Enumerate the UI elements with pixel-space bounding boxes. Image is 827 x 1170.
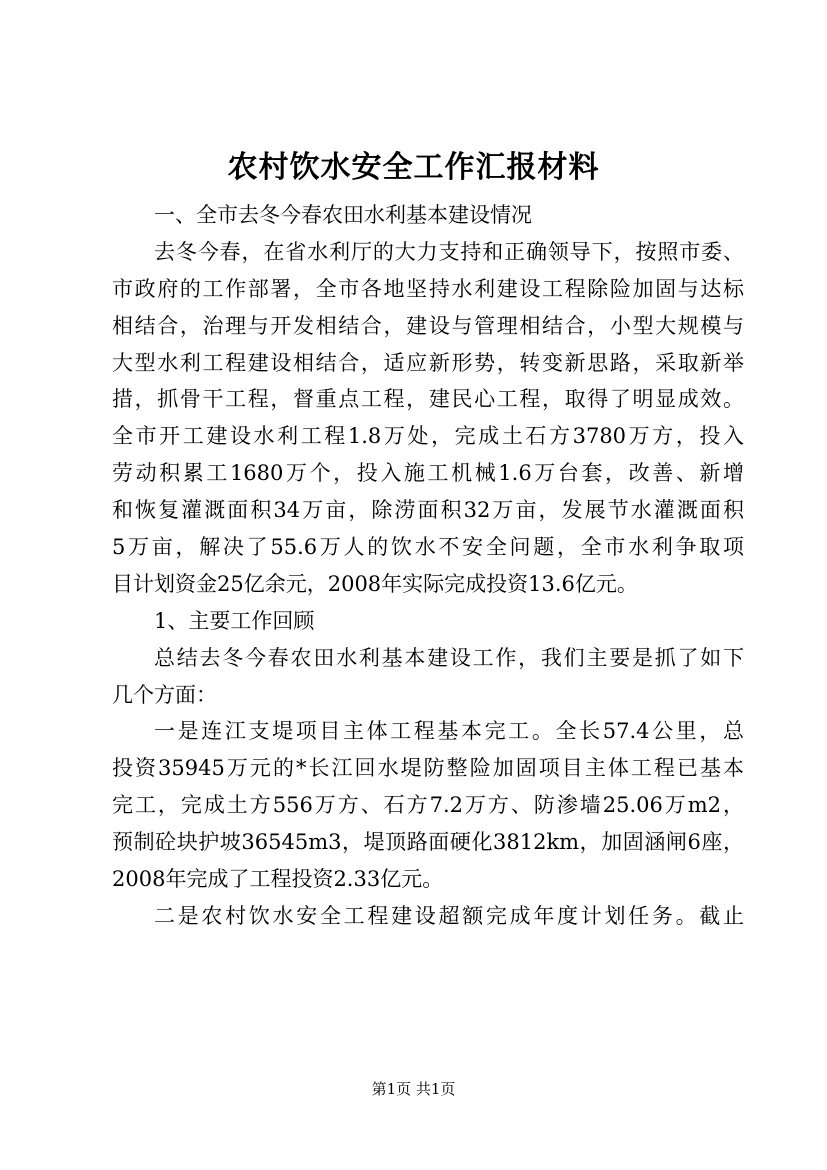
paragraph-line: 去冬今春，在省水利厅的大力支持和正确领导下，按照市委、 (154, 239, 744, 264)
document-title: 农村饮水安全工作汇报材料 (227, 150, 600, 185)
paragraph-line: 全市开工建设水利工程1.8万处，完成土石方3780万方，投入 (112, 424, 744, 449)
section-heading: 一、全市去冬今春农田水利基本建设情况 (154, 203, 532, 227)
page-footer: 第1页 共1页 (371, 1080, 456, 1098)
paragraph-line: 二是农村饮水安全工程建设超额完成年度计划任务。截止 (154, 903, 744, 928)
subsection-heading: 1、主要工作回顾 (154, 608, 315, 633)
paragraph-line: 预制砼块护坡36545m3，堤顶路面硬化3812km，加固涵闸6座， (112, 830, 744, 855)
paragraph-line: 措，抓骨干工程，督重点工程，建民心工程，取得了明显成效。 (112, 387, 744, 412)
paragraph-line: 市政府的工作部署，全市各地坚持水利建设工程除险加固与达标 (112, 276, 744, 301)
paragraph-line: 和恢复灌溉面积34万亩，除涝面积32万亩，发展节水灌溉面积 (112, 498, 744, 523)
paragraph-line: 劳动积累工1680万个，投入施工机械1.6万台套，改善、新增 (112, 461, 744, 486)
paragraph-line: 目计划资金25亿余元，2008年实际完成投资13.6亿元。 (112, 571, 638, 596)
document-body (112, 197, 744, 935)
paragraph-line: 一是连江支堤项目主体工程基本完工。全长57.4公里，总 (154, 719, 744, 744)
paragraph-line: 完工，完成土方556万方、石方7.2万方、防渗墙25.06万m2， (112, 793, 744, 818)
paragraph-line: 5万亩，解决了55.6万人的饮水不安全问题，全市水利争取项 (112, 535, 744, 560)
paragraph-line: 总结去冬今春农田水利基本建设工作，我们主要是抓了如下 (154, 645, 744, 670)
paragraph-line: 几个方面： (112, 682, 217, 707)
paragraph-line: 相结合，治理与开发相结合，建设与管理相结合，小型大规模与 (112, 313, 744, 338)
paragraph-line: 2008年完成了工程投资2.33亿元。 (112, 867, 444, 892)
paragraph-line: 投资35945万元的*长江回水堤防整险加固项目主体工程已基本 (112, 756, 744, 781)
paragraph-line: 大型水利工程建设相结合，适应新形势，转变新思路，采取新举 (112, 350, 744, 375)
